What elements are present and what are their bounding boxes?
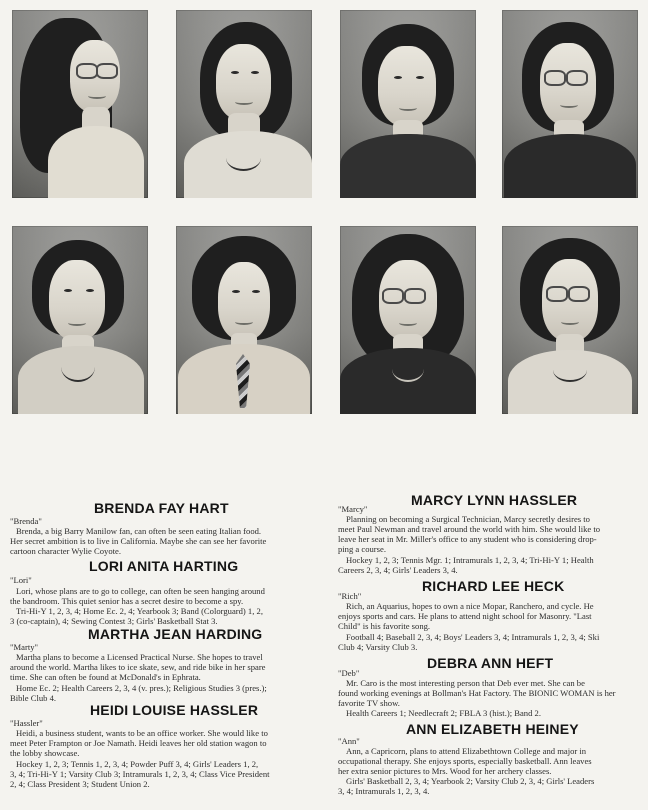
student-bio-8-line-1: Ann, a Capricorn, plans to attend Elizabethtown College and major in: [346, 746, 587, 756]
student-activities-8-line-2: 3, 4; Intramurals 1, 2, 3, 4.: [338, 786, 430, 796]
glasses-icon: [544, 70, 566, 86]
student-activities-2-line-2: 3 (co-captain), 4; Sewing Contest 3; Girls' Basketball Stat 3.: [10, 616, 218, 626]
student-bio-2-line-2: the bandroom. This quiet senior has a secret desire to become a spy.: [10, 596, 244, 606]
face-shape: [216, 44, 271, 120]
mouth-shape: [399, 320, 417, 326]
student-name-3: MARTHA JEAN HARDING: [88, 626, 263, 642]
portrait-photo-1: [12, 10, 148, 198]
student-name-1: BRENDA FAY HART: [94, 500, 229, 516]
student-bio-8-line-2: occupational therapy. She enjoys sports, especially basketball. Ann leaves: [338, 756, 592, 766]
student-bio-8-line-3: her extra senior pictures to Mrs. Wood for her archery classes.: [338, 766, 552, 776]
eye-shape: [416, 76, 424, 79]
face-shape: [218, 262, 270, 340]
student-nickname-2: "Lori": [10, 575, 32, 585]
mouth-shape: [560, 102, 578, 108]
portrait-photo-2: [176, 10, 312, 198]
mouth-shape: [88, 93, 106, 99]
sweater-shape: [340, 134, 476, 198]
mouth-shape: [235, 99, 253, 105]
student-name-8: ANN ELIZABETH HEINEY: [406, 721, 579, 737]
student-bio-4-line-3: the lobby showcase.: [10, 748, 80, 758]
glasses-icon: [546, 286, 568, 302]
sweater-shape: [48, 126, 144, 198]
student-bio-2-line-1: Lori, whose plans are to go to college, can often be seen hanging around: [16, 586, 265, 596]
necklace-shape: [553, 358, 587, 382]
glasses-icon: [76, 63, 98, 79]
student-bio-4-line-2: meet Peter Frampton or Joe Namath. Heidi leaves her old station wagon to: [10, 738, 267, 748]
student-activities-6-line-2: Club 4; Varsity Club 3.: [338, 642, 418, 652]
eye-shape: [232, 290, 240, 293]
student-bio-3-line-1: Martha plans to become a Licensed Practical Nurse. She hopes to travel: [16, 652, 263, 662]
student-activities-3-line-1: Home Ec. 2; Health Careers 2, 3, 4 (v. pres.); Religious Studies 3 (pres.);: [16, 683, 267, 693]
student-bio-7-line-2: found working evenings at Bollman's Hat Factory. The BIONIC WOMAN is her: [338, 688, 616, 698]
student-bio-3-line-2: around the world. Martha likes to ice skate, sew, and ride bike in her spare: [10, 662, 266, 672]
student-activities-8-line-1: Girls' Basketball 2, 3, 4; Yearbook 2; Varsity Club 2, 3, 4; Girls' Leaders: [346, 776, 595, 786]
eye-shape: [252, 290, 260, 293]
student-bio-5-line-1: Planning on becoming a Surgical Technician, Marcy secretly desires to: [346, 514, 590, 524]
student-activities-2-line-1: Tri-Hi-Y 1, 2, 3, 4; Home Ec. 2, 4; Yearbook 3; Band (Colorguard) 1, 2,: [16, 606, 263, 616]
student-bio-1-line-3: cartoon character Wylie Coyote.: [10, 546, 121, 556]
student-bio-6-line-2: enjoys sports and cars. He plans to attend night school for Masonry. "Last: [338, 611, 592, 621]
student-nickname-3: "Marty": [10, 642, 39, 652]
student-bio-5-line-2: meet Paul Newman and travel around the world with him. She would like to: [338, 524, 601, 534]
student-activities-5-line-2: Careers 2, 3, 4; Girls' Leaders 3, 4.: [338, 565, 458, 575]
student-nickname-4: "Hassler": [10, 718, 43, 728]
portrait-photo-6: [176, 226, 312, 414]
glasses-icon: [566, 70, 588, 86]
student-nickname-7: "Deb": [338, 668, 360, 678]
necklace-shape: [226, 145, 261, 171]
necklace-shape: [61, 352, 95, 382]
student-nickname-1: "Brenda": [10, 516, 42, 526]
student-bio-5-line-3: leave her seat in Mr. Miller's office to any student who is considering drop-: [338, 534, 597, 544]
student-bio-1-line-1: Brenda, a big Barry Manilow fan, can often be seen eating Italian food.: [16, 526, 262, 536]
eye-shape: [394, 76, 402, 79]
student-nickname-6: "Rich": [338, 591, 362, 601]
mouth-shape: [399, 105, 417, 111]
student-name-6: RICHARD LEE HECK: [422, 578, 565, 594]
student-bio-7-line-3: favorite TV show.: [338, 698, 400, 708]
student-activities-4-line-3: 2, 4; Class President 3; Student Union 2.: [10, 779, 150, 789]
student-name-2: LORI ANITA HARTING: [89, 558, 239, 574]
mouth-shape: [235, 319, 253, 325]
student-name-7: DEBRA ANN HEFT: [427, 655, 554, 671]
student-name-4: HEIDI LOUISE HASSLER: [90, 702, 259, 718]
student-bio-3-line-3: time. She can often be found at McDonald's in Ephrata.: [10, 672, 201, 682]
mouth-shape: [561, 319, 579, 325]
face-shape: [378, 46, 436, 126]
glasses-icon: [568, 286, 590, 302]
student-activities-4-line-1: Hockey 1, 2, 3; Tennis 1, 2, 3, 4; Powder Puff 3, 4; Girls' Leaders 1, 2,: [16, 759, 259, 769]
student-activities-5-line-1: Hockey 1, 2, 3; Tennis Mgr. 1; Intramurals 1, 2, 3, 4; Tri-Hi-Y 1; Health: [346, 555, 594, 565]
eye-shape: [231, 71, 239, 74]
student-activities-4-line-2: 3, 4; Tri-Hi-Y 1; Varsity Club 3; Intramurals 1, 2, 3, 4; Class Vice President: [10, 769, 270, 779]
portrait-photo-3: [340, 10, 476, 198]
glasses-icon: [382, 288, 404, 304]
student-bio-1-line-2: Her secret ambition is to live in California. Maybe she can see her favorite: [10, 536, 267, 546]
face-shape: [49, 260, 105, 340]
eye-shape: [64, 289, 72, 292]
student-bio-5-line-4: ping a course.: [338, 544, 386, 554]
portrait-photo-5: [12, 226, 148, 414]
student-activities-7-line-1: Health Careers 1; Needlecraft 2; FBLA 3 (hist.); Band 2.: [346, 708, 541, 718]
portrait-photo-7: [340, 226, 476, 414]
glasses-icon: [404, 288, 426, 304]
eye-shape: [251, 71, 259, 74]
portrait-photo-8: [502, 226, 638, 414]
eye-shape: [86, 289, 94, 292]
glasses-icon: [96, 63, 118, 79]
student-activities-6-line-1: Football 4; Baseball 2, 3, 4; Boys' Leaders 3, 4; Intramurals 1, 2, 3, 4; Ski: [346, 632, 600, 642]
student-nickname-5: "Marcy": [338, 504, 368, 514]
student-bio-6-line-1: Rich, an Aquarius, hopes to own a nice Mopar, Ranchero, and cycle. He: [346, 601, 594, 611]
student-name-5: MARCY LYNN HASSLER: [411, 492, 578, 508]
student-nickname-8: "Ann": [338, 736, 360, 746]
student-bio-4-line-1: Heidi, a business student, wants to be an office worker. She would like to: [16, 728, 268, 738]
student-bio-7-line-1: Mr. Caro is the most interesting person that Deb ever met. She can be: [346, 678, 585, 688]
necklace-shape: [392, 356, 424, 382]
student-bio-6-line-3: Child" is his favorite song.: [338, 621, 431, 631]
student-activities-3-line-2: Bible Club 4.: [10, 693, 57, 703]
portrait-photo-4: [502, 10, 638, 198]
sweater-shape: [504, 134, 636, 198]
mouth-shape: [68, 320, 86, 326]
